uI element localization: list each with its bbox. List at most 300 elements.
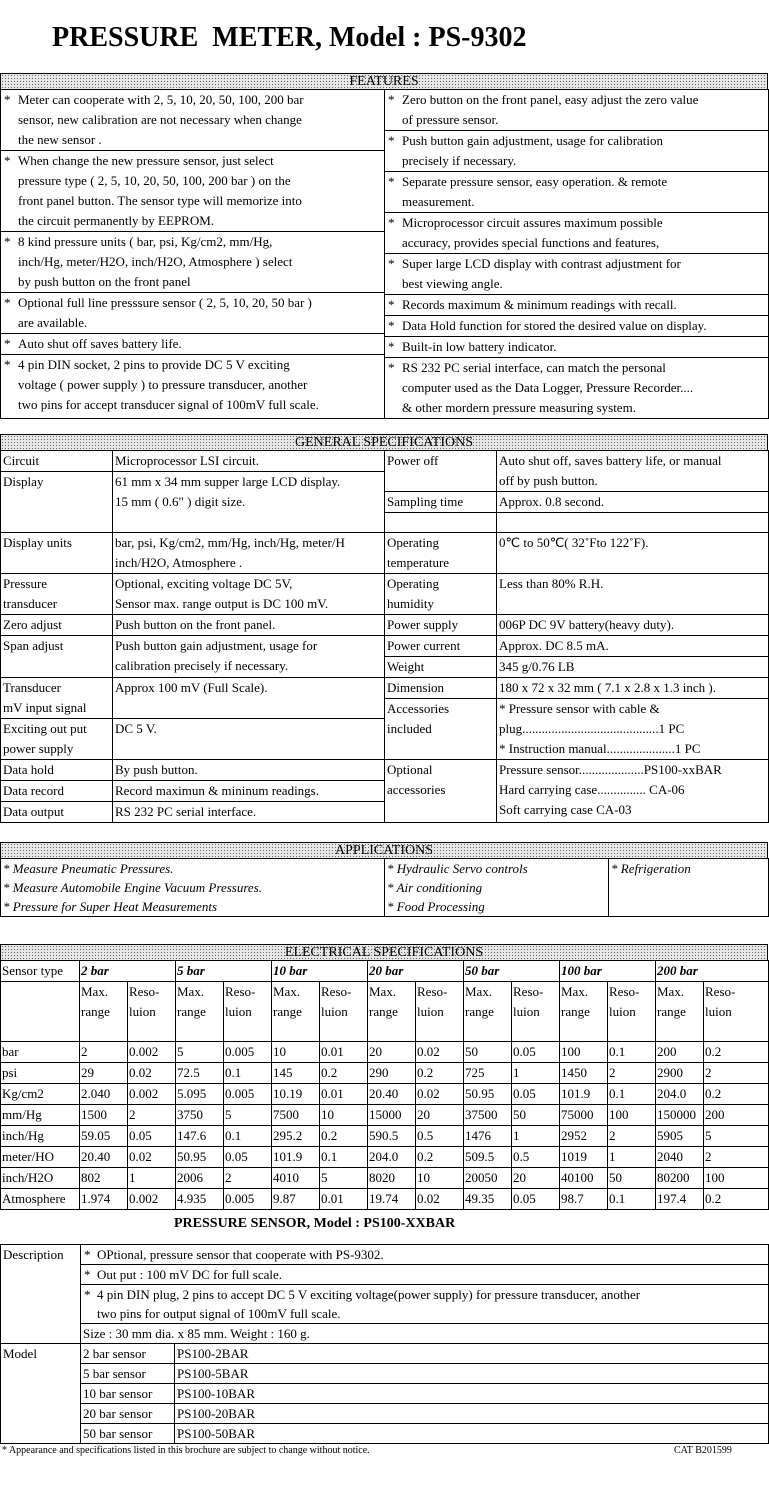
text-line: Optional (387, 762, 433, 777)
text-line: the new sensor . (18, 132, 102, 147)
spec-value: 2900 (656, 1063, 704, 1084)
text-line: Data Hold function for stored the desired value on display. (402, 318, 707, 333)
bullet-star: * (388, 297, 395, 312)
sensor-type-row (1, 961, 769, 982)
text-line: luion (129, 1004, 156, 1019)
spec-value (497, 574, 769, 615)
spec-value (497, 533, 769, 574)
text-line: Approx. DC 8.5 mA. (499, 638, 609, 653)
description-row (1, 1245, 769, 1265)
text-line: * Pressure for Super Heat Measurements (3, 899, 218, 914)
spec-value: 1500 (80, 1105, 128, 1126)
text-line: range (561, 1004, 590, 1019)
spec-value: 4010 (272, 1168, 320, 1189)
spec-row (1, 615, 769, 636)
text-line: humidity (387, 596, 434, 611)
text-line: Max. (177, 984, 205, 999)
bullet-star: * (388, 215, 395, 230)
text-line: by push button on the front panel (18, 274, 191, 289)
spec-label (385, 615, 497, 636)
text-line: bar, psi, Kg/cm2, mm/Hg, inch/Hg, meter/H (115, 535, 345, 550)
spec-row (1, 533, 769, 554)
text-line: By push button. (115, 762, 198, 777)
feature-item (1, 334, 384, 355)
spec-value: 2 (704, 1147, 769, 1168)
spec-value (113, 719, 385, 760)
resolution-heading (320, 982, 368, 1042)
features-right-column (385, 90, 769, 419)
spec-value: 5 (320, 1168, 368, 1189)
text-line: Transducer (3, 680, 62, 695)
spec-value: 5.095 (176, 1084, 224, 1105)
unit-row (1, 1168, 769, 1189)
text-line: off by push button. (499, 473, 598, 488)
text-line: Max. (273, 984, 301, 999)
spec-value (497, 513, 769, 533)
text-line: Display (3, 474, 44, 489)
spec-value: 50 (464, 1042, 512, 1063)
spec-value: 0.05 (224, 1147, 272, 1168)
model-name: 5 bar sensor (81, 1364, 175, 1384)
spec-value: 0.02 (128, 1063, 176, 1084)
feature-item (385, 213, 768, 254)
bullet-star: * (388, 339, 395, 354)
text-line: Approx 100 mV (Full Scale). (115, 680, 268, 695)
text-line: Max. (369, 984, 397, 999)
spec-value: 100 (704, 1168, 769, 1189)
text-line: * Air conditioning (387, 880, 483, 895)
spec-row (1, 451, 769, 472)
spec-value: 204.0 (368, 1147, 416, 1168)
spec-label (385, 533, 497, 574)
spec-value: 49.35 (464, 1189, 512, 1210)
spec-value: 0.2 (320, 1126, 368, 1147)
text-line: Pressure (3, 576, 48, 591)
spec-value: 37500 (464, 1105, 512, 1126)
model-row (1, 1384, 769, 1404)
text-line: Reso- (513, 984, 544, 999)
sensor-type-heading: 2 bar (80, 961, 176, 982)
general-specs-table (0, 450, 769, 823)
text-line: Optional, exciting voltage DC 5V, (115, 576, 293, 591)
spec-value: 295.2 (272, 1126, 320, 1147)
text-line: Pressure sensor....................PS100-xxBAR (499, 762, 722, 777)
text-line: 180 x 72 x 32 mm ( 7.1 x 2.8 x 1.3 inch ). (499, 680, 717, 695)
text-line: Auto shut off, saves battery life, or manual (499, 453, 722, 468)
column-heading-row (1, 982, 769, 1042)
model-row (1, 1424, 769, 1444)
feature-item (1, 293, 384, 334)
model-name: 10 bar sensor (81, 1384, 175, 1404)
spec-value: 197.4 (656, 1189, 704, 1210)
resolution-heading (128, 982, 176, 1042)
text-line: Operating (387, 576, 439, 591)
sensor-type-label: Sensor type (1, 961, 80, 982)
spec-value: 0.1 (608, 1084, 656, 1105)
text-line: range (81, 1004, 110, 1019)
text-line: Hard carrying case............... CA-06 (499, 782, 685, 797)
spec-value: 20.40 (368, 1084, 416, 1105)
spec-value: 101.9 (560, 1084, 608, 1105)
text-line: the circuit permanently by EEPROM. (18, 213, 215, 228)
text-line: computer used as the Data Logger, Pressure Recorder.... (402, 380, 694, 395)
spec-value (497, 451, 769, 492)
text-line: included (387, 721, 432, 736)
spec-value: 50 (608, 1168, 656, 1189)
spec-label (385, 760, 497, 823)
spec-value: 290 (368, 1063, 416, 1084)
spec-value: 80200 (656, 1168, 704, 1189)
text-line: Zero adjust (3, 617, 62, 632)
spec-value: 0.002 (128, 1042, 176, 1063)
spec-value: 20 (368, 1042, 416, 1063)
text-line: Meter can cooperate with 2, 5, 10, 20, 50, 100, 200 bar (18, 92, 304, 107)
spec-label (385, 657, 497, 678)
spec-value: 802 (80, 1168, 128, 1189)
text-line: Zero button on the front panel, easy adjust the zero value (402, 92, 699, 107)
text-line: Push button on the front panel. (115, 617, 276, 632)
resolution-heading (416, 982, 464, 1042)
spec-value: 1 (512, 1126, 560, 1147)
text-line: front panel button. The sensor type will memorize into (18, 193, 302, 208)
text-line: range (177, 1004, 206, 1019)
spec-value: 15000 (368, 1105, 416, 1126)
bullet-star: * (4, 336, 11, 351)
bullet-star: * (388, 318, 395, 333)
feature-item (1, 151, 384, 232)
bullet-star: * (4, 153, 11, 168)
sensor-type-heading: 5 bar (176, 961, 272, 982)
text-line: Reso- (417, 984, 448, 999)
spec-value: 50.95 (464, 1084, 512, 1105)
description-item (81, 1285, 769, 1324)
feature-item (385, 358, 768, 418)
unit-label: psi (1, 1063, 80, 1084)
feature-item (1, 355, 384, 415)
text-line: Microprocessor LSI circuit. (115, 453, 260, 468)
spec-value: 10 (416, 1168, 464, 1189)
text-line: * Food Processing (387, 899, 485, 914)
bullet-star: * (388, 133, 395, 148)
text-line: Reso- (225, 984, 256, 999)
model-code: PS100-20BAR (175, 1404, 769, 1424)
text-line: Push button gain adjustment, usage for calibration (402, 133, 664, 148)
max-range-heading (176, 982, 224, 1042)
bullet-star: * (4, 234, 11, 249)
resolution-heading (704, 982, 769, 1042)
spec-value: 725 (464, 1063, 512, 1084)
unit-label: Atmosphere (1, 1189, 80, 1210)
text-line: accessories (387, 782, 446, 797)
spec-value (113, 781, 385, 802)
spec-value: 2 (224, 1168, 272, 1189)
unit-label: Kg/cm2 (1, 1084, 80, 1105)
applications-right (609, 859, 769, 917)
spec-value: 2 (128, 1105, 176, 1126)
spec-row (1, 678, 769, 699)
text-line: Soft carrying case CA-03 (499, 802, 632, 817)
text-line: Max. (465, 984, 493, 999)
spec-value: 0.02 (128, 1147, 176, 1168)
spec-value: 98.7 (560, 1189, 608, 1210)
spec-value (497, 657, 769, 678)
model-name: 2 bar sensor (81, 1344, 175, 1364)
text-line: Built-in low battery indicator. (402, 339, 557, 354)
spec-value: 0.02 (416, 1084, 464, 1105)
text-line: measurement. (402, 194, 475, 209)
spec-value: 1019 (560, 1147, 608, 1168)
spec-value: 0.1 (608, 1189, 656, 1210)
sensor-type-heading: 200 bar (656, 961, 769, 982)
spec-value: 200 (656, 1042, 704, 1063)
model-code: PS100-10BAR (175, 1384, 769, 1404)
spec-label (1, 719, 113, 760)
spec-value: 0.02 (416, 1042, 464, 1063)
text-line: Power supply (387, 617, 459, 632)
spec-value (113, 615, 385, 636)
model-row (1, 1364, 769, 1384)
text-line: DC 5 V. (115, 721, 157, 736)
spec-value: 0.05 (128, 1126, 176, 1147)
spec-value: 1 (608, 1147, 656, 1168)
spec-value: 9.87 (272, 1189, 320, 1210)
text-line: Push button gain adjustment, usage for (115, 638, 318, 653)
text-line: calibration precisely if necessary. (115, 658, 289, 673)
page-title: PRESSURE METER, Model : PS-9302 (52, 22, 527, 53)
model-code: PS100-50BAR (175, 1424, 769, 1444)
electrical-specs-header: ELECTRICAL SPECIFICATIONS (0, 944, 768, 961)
spec-value (113, 678, 385, 719)
spec-value: 10 (272, 1042, 320, 1063)
text-line: range (369, 1004, 398, 1019)
spec-value: 0.01 (320, 1189, 368, 1210)
spec-value: 0.1 (320, 1147, 368, 1168)
features-table (0, 89, 769, 419)
spec-label (1, 574, 113, 615)
unit-row (1, 1042, 769, 1063)
resolution-heading (224, 982, 272, 1042)
spec-value: 10 (320, 1105, 368, 1126)
spec-value: 29 (80, 1063, 128, 1084)
text-line: * Pressure sensor with cable & (499, 701, 660, 716)
feature-item (385, 295, 768, 316)
max-range-heading (656, 982, 704, 1042)
spec-label (1, 781, 113, 802)
spec-value: 10.19 (272, 1084, 320, 1105)
text-line: Separate pressure sensor, easy operation. & remote (402, 174, 668, 189)
text-line: inch/Hg, meter/H2O, inch/H2O, Atmosphere ) select (18, 254, 293, 269)
text-line: Super large LCD display with contrast adjustment for (402, 256, 681, 271)
feature-item (385, 90, 768, 131)
spec-value (113, 574, 385, 615)
resolution-heading (608, 982, 656, 1042)
bullet-star: * (4, 357, 11, 372)
spec-value (497, 678, 769, 699)
text-line: range (465, 1004, 494, 1019)
model-row (1, 1404, 769, 1424)
text-line: 006P DC 9V battery(heavy duty). (499, 617, 675, 632)
bullet-star: * (388, 360, 395, 375)
spec-value: 59.05 (80, 1126, 128, 1147)
text-line: inch/H2O, Atmosphere . (115, 555, 243, 570)
spec-value: 0.05 (512, 1042, 560, 1063)
spec-value: 1450 (560, 1063, 608, 1084)
unit-row (1, 1126, 769, 1147)
bullet-star: * (84, 1267, 91, 1282)
blank-cell (1, 982, 80, 1042)
spec-value (113, 472, 385, 533)
spec-label (385, 678, 497, 699)
spec-value: 2 (704, 1063, 769, 1084)
model-label: Model (1, 1344, 81, 1444)
spec-value: 0.002 (128, 1084, 176, 1105)
spec-value: 0.2 (704, 1189, 769, 1210)
sensor-type-heading: 50 bar (464, 961, 560, 982)
text-line: 61 mm x 34 mm supper large LCD display. (115, 474, 341, 489)
text-line: 4 pin DIN socket, 2 pins to provide DC 5 V exciting (18, 357, 290, 372)
text-line: OPtional, pressure sensor that cooperate with PS-9302. (97, 1247, 384, 1262)
text-line: Auto shut off saves battery life. (18, 336, 182, 351)
features-header: FEATURES (0, 73, 768, 90)
text-line: voltage ( power supply ) to pressure transducer, another (18, 377, 308, 392)
spec-value: 0.1 (224, 1063, 272, 1084)
spec-label (385, 492, 497, 513)
spec-label (1, 636, 113, 678)
text-line: Record maximun & mininum readings. (115, 783, 319, 798)
spec-value (113, 760, 385, 781)
spec-value: 75000 (560, 1105, 608, 1126)
unit-row (1, 1084, 769, 1105)
spec-value: 0.5 (416, 1126, 464, 1147)
text-line: precisely if necessary. (402, 153, 517, 168)
spec-label (1, 678, 113, 719)
text-line: * Refrigeration (611, 861, 691, 876)
spec-label (1, 760, 113, 781)
spec-value: 2 (608, 1063, 656, 1084)
bullet-star: * (84, 1247, 91, 1262)
model-code: PS100-5BAR (175, 1364, 769, 1384)
spec-value: 50 (512, 1105, 560, 1126)
spec-value: 2952 (560, 1126, 608, 1147)
text-line: RS 232 PC serial interface. (115, 804, 257, 819)
spec-label (385, 513, 497, 533)
text-line: Sampling time (387, 494, 464, 509)
unit-label: inch/H2O (1, 1168, 80, 1189)
spec-value: 0.005 (224, 1189, 272, 1210)
text-line: Power current (387, 638, 461, 653)
spec-value: 1 (128, 1168, 176, 1189)
text-line: & other mordern pressure measuring system. (402, 400, 636, 415)
text-line: When change the new pressure sensor, just select (18, 153, 274, 168)
sensor-table (0, 1244, 769, 1444)
spec-label (1, 615, 113, 636)
description-item (81, 1265, 769, 1285)
unit-row (1, 1063, 769, 1084)
spec-value: 0.1 (224, 1126, 272, 1147)
feature-item (1, 232, 384, 293)
spec-value: 204.0 (656, 1084, 704, 1105)
spec-value: 0.1 (608, 1042, 656, 1063)
spec-value: 100 (560, 1042, 608, 1063)
spec-value: 0.01 (320, 1084, 368, 1105)
applications-left (1, 859, 385, 917)
spec-value: 0.05 (512, 1084, 560, 1105)
unit-label: mm/Hg (1, 1105, 80, 1126)
text-line: accuracy, provides special functions and features, (402, 235, 660, 250)
spec-value: 0.05 (512, 1189, 560, 1210)
text-line: Max. (561, 984, 589, 999)
text-line: Dimension (387, 680, 445, 695)
spec-label (385, 574, 497, 615)
applications-row (1, 859, 769, 917)
spec-value: 5 (704, 1126, 769, 1147)
text-line: pressure type ( 2, 5, 10, 20, 50, 100, 200 bar ) on the (18, 173, 291, 188)
text-line: two pins for accept transducer signal of 100mV full scale. (18, 397, 319, 412)
spec-value: 0.005 (224, 1084, 272, 1105)
text-line: luion (417, 1004, 444, 1019)
text-line: Accessories (387, 701, 450, 716)
text-line: Reso- (609, 984, 640, 999)
text-line: luion (705, 1004, 732, 1019)
bullet-star: * (84, 1287, 91, 1302)
sensor-type-heading: 10 bar (272, 961, 368, 982)
text-line: * Measure Automobile Engine Vacuum Pressures. (3, 880, 262, 895)
catalog-number: CAT B201599 (674, 1445, 732, 1456)
feature-item (385, 131, 768, 172)
max-range-heading (560, 982, 608, 1042)
text-line: * Instruction manual.....................1 PC (499, 741, 701, 756)
text-line: two pins for output signal of 100mV full scale. (97, 1306, 341, 1321)
spec-value: 0.2 (320, 1063, 368, 1084)
text-line: 8 kind pressure units ( bar, psi, Kg/cm2, mm/Hg, (18, 234, 273, 249)
text-line: Microprocessor circuit assures maximum possible (402, 215, 663, 230)
model-name: 20 bar sensor (81, 1404, 175, 1424)
text-line: luion (513, 1004, 540, 1019)
text-line: Size : 30 mm dia. x 85 mm. Weight : 160 g. (83, 1326, 310, 1341)
features-left-column (1, 90, 385, 419)
spec-value: 0.2 (416, 1147, 464, 1168)
text-line: luion (225, 1004, 252, 1019)
spec-value: 0.005 (224, 1042, 272, 1063)
spec-value: 145 (272, 1063, 320, 1084)
text-line: temperature (387, 555, 450, 570)
spec-value: 200 (704, 1105, 769, 1126)
text-line: Out put : 100 mV DC for full scale. (97, 1267, 282, 1282)
text-line: mV input signal (3, 700, 87, 715)
text-line: Circuit (3, 453, 40, 468)
spec-value: 20 (512, 1168, 560, 1189)
spec-value: 0.5 (512, 1147, 560, 1168)
text-line: RS 232 PC serial interface, can match the personal (402, 360, 666, 375)
text-line: sensor, new calibration are not necessary when change (18, 112, 302, 127)
text-line: Data hold (3, 762, 54, 777)
text-line: range (273, 1004, 302, 1019)
text-line: 0℃ to 50℃( 32˚Fto 122˚F). (499, 535, 649, 550)
model-row (1, 1344, 769, 1364)
model-code: PS100-2BAR (175, 1344, 769, 1364)
spec-value: 0.02 (416, 1189, 464, 1210)
spec-value: 101.9 (272, 1147, 320, 1168)
text-line: 15 mm ( 0.6" ) digit size. (115, 494, 246, 509)
text-line: Operating (387, 535, 439, 550)
text-line: 345 g/0.76 LB (499, 659, 575, 674)
spec-value: 3750 (176, 1105, 224, 1126)
text-line: best viewing angle. (402, 276, 503, 291)
spec-value: 7500 (272, 1105, 320, 1126)
description-row (1, 1285, 769, 1324)
spec-value: 5 (176, 1042, 224, 1063)
spec-value: 19.74 (368, 1189, 416, 1210)
